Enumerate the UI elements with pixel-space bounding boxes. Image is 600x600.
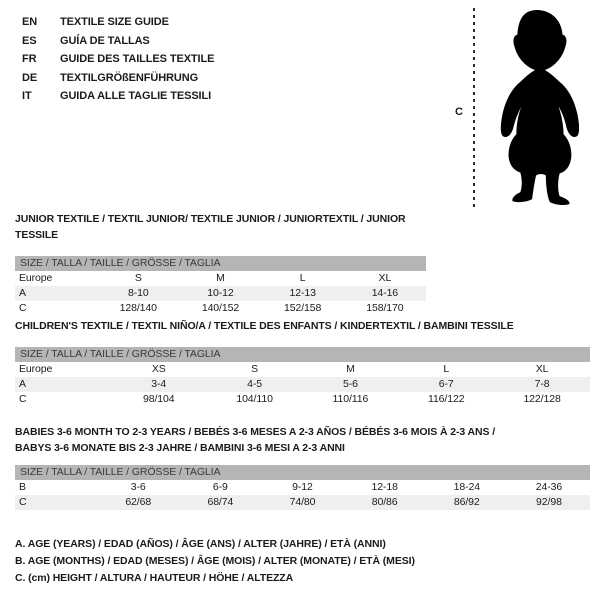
- table-row: [15, 377, 590, 392]
- legend-line-b: B. AGE (MONTHS) / EDAD (MESES) / ÂGE (MOIS) / ALTER (MONATE) / ETÀ (MESI): [15, 555, 415, 567]
- section-babies-textile: [15, 424, 590, 510]
- table-row: [15, 286, 426, 301]
- size-cell: 10-12: [179, 286, 261, 301]
- language-label: TEXTILE SIZE GUIDE: [60, 16, 169, 28]
- size-cell: 92/98: [508, 495, 590, 510]
- row-label: A: [15, 377, 111, 392]
- row-label: C: [15, 495, 97, 510]
- table-title-line2: BABYS 3-6 MONATE BIS 2-3 JAHRE / BAMBINI 3-6 MESI A 2-3 ANNI: [15, 442, 345, 454]
- size-cell: 68/74: [179, 495, 261, 510]
- legend-line-a: A. AGE (YEARS) / EDAD (AÑOS) / ÂGE (ANS) / ALTER (JAHRE) / ETÀ (ANNI): [15, 538, 386, 550]
- table-title: JUNIOR TEXTILE / TEXTIL JUNIOR/ TEXTILE JUNIOR / JUNIORTEXTIL / JUNIOR TESSILE: [15, 213, 406, 241]
- size-header-row: [15, 347, 590, 362]
- table-row: [15, 495, 590, 510]
- size-cell: XL: [378, 272, 392, 284]
- size-cell: 7-8: [494, 377, 590, 392]
- size-cell: 4-5: [207, 377, 303, 392]
- size-cell: L: [299, 272, 306, 284]
- section-junior-textile: [15, 211, 426, 316]
- table-row: [15, 480, 590, 495]
- language-row: [22, 69, 214, 88]
- language-row: [22, 87, 214, 106]
- language-code: FR: [22, 53, 37, 65]
- children-size-table: [15, 347, 590, 407]
- size-header-bar: SIZE / TALLA / TAILLE / GRÖSSE / TAGLIA: [15, 465, 590, 480]
- size-cell: 5-6: [302, 377, 398, 392]
- language-label: TEXTILGRÖßENFÜHRUNG: [60, 71, 199, 84]
- size-cell: 104/110: [236, 393, 273, 405]
- size-cell: 14-16: [344, 286, 426, 301]
- table-title: BABIES 3-6 MONTH TO 2-3 YEARS / BEBÉS 3-6 MESES A 2-3 AÑOS / BÉBÉS 3-6 MOIS À 2-3 ANS /: [15, 426, 496, 438]
- row-label: C: [19, 393, 27, 405]
- size-cell: 98/104: [142, 393, 175, 405]
- size-cell: 6-9: [212, 481, 228, 493]
- size-cell: 8-10: [97, 286, 179, 301]
- baby-figure: [440, 0, 600, 212]
- size-header-row: [15, 256, 426, 271]
- size-cell: 158/170: [366, 302, 404, 314]
- size-cell: XS: [151, 363, 166, 375]
- table-row: [15, 301, 426, 316]
- size-cell: 6-7: [398, 377, 494, 392]
- row-label: Europe: [19, 272, 53, 284]
- language-label: GUIDE DES TAILLES TEXTILE: [60, 53, 215, 65]
- size-header-row: [15, 465, 590, 480]
- language-row: [22, 13, 214, 32]
- size-cell: 128/140: [119, 302, 157, 314]
- size-cell: 116/122: [427, 393, 465, 405]
- row-label: A: [15, 286, 97, 301]
- language-row: [22, 32, 214, 51]
- baby-silhouette-icon: [483, 7, 591, 206]
- size-cell: XL: [535, 363, 549, 375]
- size-header-bar: SIZE / TALLA / TAILLE / GRÖSSE / TAGLIA: [15, 256, 426, 271]
- size-cell: L: [443, 363, 450, 375]
- height-dashed-line-icon: [472, 8, 476, 207]
- size-cell: 9-12: [292, 481, 313, 493]
- size-cell: S: [134, 272, 142, 284]
- language-title-block: [22, 13, 214, 106]
- size-cell: 140/152: [201, 302, 240, 314]
- table-row: [15, 362, 590, 377]
- size-cell: 18-24: [453, 481, 480, 493]
- legend-line-c: C. (cm) HEIGHT / ALTURA / HAUTEUR / HÖHE / ALTEZZA: [15, 572, 294, 584]
- language-code: EN: [22, 16, 38, 28]
- row-label: B: [19, 481, 26, 493]
- size-cell: 24-36: [535, 481, 563, 493]
- row-label: C: [19, 302, 27, 314]
- size-cell: 3-6: [130, 481, 146, 493]
- size-cell: 110/116: [332, 393, 369, 405]
- size-cell: 74/80: [261, 495, 343, 510]
- language-label: GUIDA ALLE TAGLIE TESSILI: [60, 90, 212, 102]
- language-row: [22, 50, 214, 69]
- language-code: DE: [22, 71, 38, 84]
- table-row: [15, 271, 426, 286]
- row-label: Europe: [19, 363, 53, 375]
- section-childrens-textile: [15, 318, 590, 407]
- table-row: [15, 392, 590, 407]
- size-cell: 80/86: [344, 495, 426, 510]
- language-label: GUÍA DE TALLAS: [60, 34, 150, 47]
- size-cell: 12-18: [371, 481, 398, 493]
- language-code: ES: [22, 34, 37, 47]
- language-code: IT: [22, 90, 32, 102]
- size-header-bar: SIZE / TALLA / TAILLE / GRÖSSE / TAGLIA: [15, 347, 590, 362]
- babies-size-table: [15, 465, 590, 510]
- size-cell: S: [251, 363, 259, 375]
- size-cell: 62/68: [97, 495, 179, 510]
- table-title: CHILDREN'S TEXTILE / TEXTIL NIÑO/A / TEXTILE DES ENFANTS / KINDERTEXTIL / BAMBINI TESSILE: [15, 320, 514, 332]
- size-cell: 152/158: [284, 302, 322, 314]
- measurement-legend: [15, 536, 415, 587]
- size-cell: 12-13: [262, 286, 344, 301]
- size-cell: M: [346, 363, 355, 375]
- size-cell: 86/92: [426, 495, 508, 510]
- size-cell: M: [216, 272, 225, 284]
- height-marker-label: C: [455, 106, 463, 118]
- size-cell: 3-4: [111, 377, 207, 392]
- junior-size-table: [15, 256, 426, 316]
- size-cell: 122/128: [523, 393, 561, 405]
